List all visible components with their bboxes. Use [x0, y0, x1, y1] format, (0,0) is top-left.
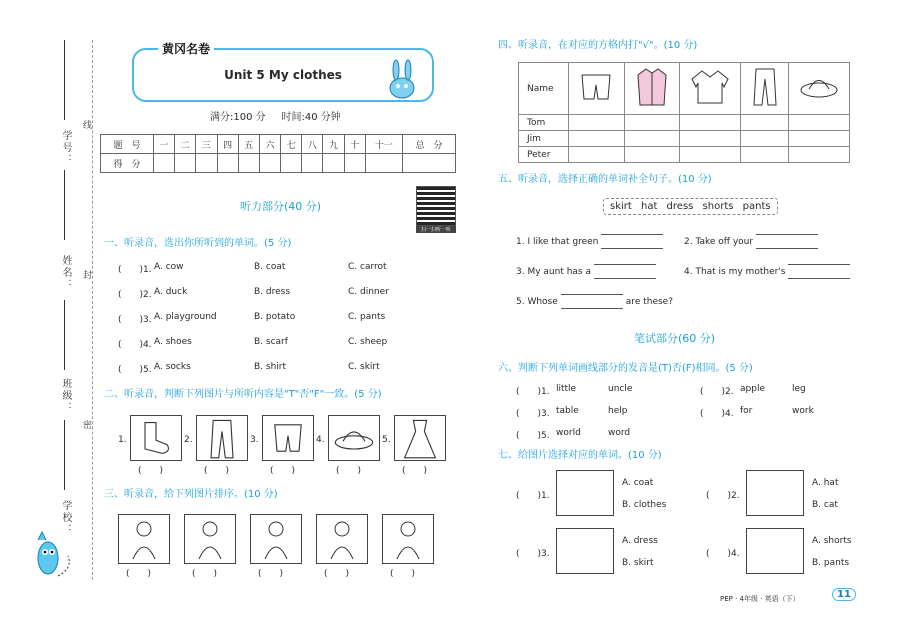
part3-picture — [382, 514, 434, 564]
score-cell[interactable] — [323, 154, 344, 173]
page-number: 11 — [832, 588, 856, 601]
answer-paren[interactable]: ( )4. — [700, 409, 734, 419]
part2-number: 2. — [184, 435, 193, 445]
name-header: Name — [519, 63, 569, 115]
person-icon — [119, 515, 169, 563]
option-b: B. pants — [812, 558, 850, 568]
word-2: leg — [792, 384, 806, 394]
score-header-0: 题 号 — [101, 135, 154, 154]
option-b: B. clothes — [622, 500, 667, 510]
word-bank: skirt hat dress shorts pants — [603, 198, 778, 215]
part5-title: 五、听录音，选择正确的单词补全句子。(10 分) — [498, 174, 712, 185]
word-2: help — [608, 406, 628, 416]
answer-paren[interactable]: ( )1. — [118, 265, 152, 275]
answer-paren[interactable]: ( ) — [270, 466, 296, 476]
option-a: A. duck — [154, 287, 188, 297]
answer-paren[interactable]: ( )3. — [118, 315, 152, 325]
part2-number: 3. — [250, 435, 259, 445]
option-a: A. shoes — [154, 337, 192, 347]
score-header-3: 三 — [196, 135, 217, 154]
answer-paren[interactable]: ( ) — [402, 466, 428, 476]
score-cell[interactable] — [196, 154, 217, 173]
part6-list — [516, 384, 836, 444]
footer-text: PEP · 4年级 · 英语（下） — [720, 595, 800, 603]
part1-item — [118, 337, 448, 362]
option-b: B. shirt — [254, 362, 287, 372]
qr-code[interactable] — [416, 186, 456, 226]
person-icon — [251, 515, 301, 563]
student-id-label: 学号： — [60, 130, 71, 166]
answer-paren[interactable]: ( )2. — [700, 387, 734, 397]
option-b: B. skirt — [622, 558, 654, 568]
shorts-icon — [576, 69, 616, 105]
option-a: A. playground — [154, 312, 217, 322]
word-1: world — [556, 428, 581, 438]
option-a: A. shorts — [812, 536, 852, 546]
answer-paren[interactable]: ( )3. — [516, 409, 550, 419]
score-cell[interactable] — [175, 154, 196, 173]
binding-margin — [0, 0, 100, 624]
socks-icon — [131, 416, 181, 460]
score-row-label: 得 分 — [101, 154, 154, 173]
school-label: 学校： — [60, 500, 71, 536]
option-a: A. coat — [622, 478, 654, 488]
part7-picture — [746, 528, 804, 574]
score-cell[interactable] — [302, 154, 323, 173]
part3-picture — [118, 514, 170, 564]
part1-item — [118, 312, 448, 337]
score-header-5: 五 — [238, 135, 259, 154]
score-header-11: 十一 — [365, 135, 402, 154]
option-b: B. coat — [254, 262, 286, 272]
part1-item — [118, 362, 448, 387]
part2-picture — [262, 415, 314, 461]
word-1: little — [556, 384, 577, 394]
answer-paren[interactable]: ( ) — [192, 569, 218, 579]
option-b: B. dress — [254, 287, 291, 297]
score-header-9: 九 — [323, 135, 344, 154]
part2-title: 二、听录音，判断下列图片与所听内容是"T"否"F"一致。(5 分) — [104, 389, 382, 400]
person-icon — [317, 515, 367, 563]
qr-caption: 扫一扫听一听 — [416, 226, 456, 233]
answer-paren[interactable]: ( ) — [390, 569, 416, 579]
part3-picture — [250, 514, 302, 564]
score-cell[interactable] — [281, 154, 302, 173]
part2-number: 5. — [382, 435, 391, 445]
score-header-8: 八 — [302, 135, 323, 154]
class-label: 班级： — [60, 378, 71, 414]
coat-icon — [632, 65, 672, 109]
part1-list — [118, 262, 448, 387]
name-label: 姓名： — [60, 255, 71, 291]
score-cell[interactable] — [344, 154, 365, 173]
person-icon — [185, 515, 235, 563]
hat-icon — [797, 70, 841, 104]
score-cell[interactable] — [259, 154, 280, 173]
option-a: A. cow — [154, 262, 184, 272]
part2-number: 1. — [118, 435, 127, 445]
score-header-1: 一 — [153, 135, 174, 154]
option-a: A. hat — [812, 478, 839, 488]
option-b: B. cat — [812, 500, 838, 510]
row-tom: Tom — [519, 115, 569, 131]
dress-icon — [395, 416, 445, 460]
answer-paren[interactable]: ( )1. — [516, 491, 550, 501]
logo: 黄冈名卷 — [158, 40, 214, 57]
part7-picture — [746, 470, 804, 516]
part7-picture — [556, 528, 614, 574]
row-peter: Peter — [519, 147, 569, 163]
sentence-2: 2. Take off your — [684, 234, 821, 249]
sentence-4: 4. That is my mother's — [684, 264, 853, 279]
jacket-icon — [688, 67, 732, 107]
score-header-10: 十 — [344, 135, 365, 154]
answer-paren[interactable]: ( )4. — [118, 340, 152, 350]
score-cell[interactable] — [238, 154, 259, 173]
word-1: table — [556, 406, 579, 416]
hat-icon — [329, 416, 379, 460]
answer-paren[interactable]: ( )5. — [516, 431, 550, 441]
word-2: work — [792, 406, 814, 416]
answer-paren[interactable]: ( ) — [126, 569, 152, 579]
row-jim: Jim — [519, 131, 569, 147]
sentence-3: 3. My aunt has a — [516, 264, 659, 279]
sentence-5: 5. Whose are these? — [516, 294, 673, 309]
word-1: apple — [740, 384, 765, 394]
part4-grid — [518, 62, 850, 163]
part1-item — [118, 262, 448, 287]
part3-picture — [184, 514, 236, 564]
part3-picture — [316, 514, 368, 564]
part2-picture — [130, 415, 182, 461]
answer-paren[interactable]: ( )3. — [516, 549, 550, 559]
score-header-7: 七 — [281, 135, 302, 154]
cut-mark-xian: 线 — [81, 120, 91, 131]
option-a: A. dress — [622, 536, 658, 546]
option-c: C. dinner — [348, 287, 389, 297]
pants-icon — [748, 65, 782, 109]
score-header-6: 六 — [259, 135, 280, 154]
option-c: C. skirt — [348, 362, 380, 372]
shorts-icon — [263, 416, 313, 460]
score-cell[interactable] — [153, 154, 174, 173]
score-header-2: 二 — [175, 135, 196, 154]
word-2: word — [608, 428, 631, 438]
score-cell[interactable] — [365, 154, 402, 173]
cut-mark-mi: 密 — [81, 420, 91, 431]
answer-paren[interactable]: ( )2. — [706, 491, 740, 501]
part7-picture — [556, 470, 614, 516]
option-c: C. pants — [348, 312, 386, 322]
cut-mark-feng: 封 — [81, 270, 91, 281]
part3-pictures — [118, 514, 448, 584]
option-c: C. sheep — [348, 337, 388, 347]
mascot-icon — [28, 528, 78, 588]
word-1: for — [740, 406, 753, 416]
answer-paren[interactable]: ( ) — [204, 466, 230, 476]
answer-paren[interactable]: ( )5. — [118, 365, 152, 375]
sentence-1: 1. I like that green — [516, 234, 666, 249]
word-2: uncle — [608, 384, 633, 394]
part1-item — [118, 287, 448, 312]
score-table — [100, 134, 456, 173]
score-header-4: 四 — [217, 135, 238, 154]
person-icon — [383, 515, 433, 563]
option-b: B. potato — [254, 312, 296, 322]
score-cell[interactable] — [402, 154, 455, 173]
score-info: 满分:100 分 时间:40 分钟 — [210, 112, 341, 123]
part2-picture — [196, 415, 248, 461]
option-b: B. scarf — [254, 337, 288, 347]
part7-title: 七、给图片选择对应的单词。(10 分) — [498, 450, 662, 461]
part1-title: 一、听录音，选出你所听到的单词。(5 分) — [104, 238, 292, 249]
page-title: Unit 5 My clothes — [224, 68, 342, 82]
answer-paren[interactable]: ( ) — [138, 466, 164, 476]
option-a: A. socks — [154, 362, 191, 372]
part2-picture — [328, 415, 380, 461]
written-title: 笔试部分(60 分) — [634, 332, 716, 345]
rabbit-icon — [380, 58, 428, 102]
page-divider — [470, 30, 471, 600]
part2-picture — [394, 415, 446, 461]
answer-paren[interactable]: ( )4. — [706, 549, 740, 559]
part2-pictures — [118, 413, 448, 483]
answer-paren[interactable]: ( ) — [324, 569, 350, 579]
answer-paren[interactable]: ( )1. — [516, 387, 550, 397]
part3-title: 三、听录音，给下列图片排序。(10 分) — [104, 489, 278, 500]
answer-paren[interactable]: ( )2. — [118, 290, 152, 300]
answer-paren[interactable]: ( ) — [336, 466, 362, 476]
score-cell[interactable] — [217, 154, 238, 173]
part4-title: 四、听录音，在对应的方格内打"√"。(10 分) — [498, 40, 698, 51]
part2-number: 4. — [316, 435, 325, 445]
answer-paren[interactable]: ( ) — [258, 569, 284, 579]
part6-title: 六、判断下列单词画线部分的发音是(T)否(F)相同。(5 分) — [498, 363, 753, 374]
listening-title: 听力部分(40 分) — [240, 200, 322, 213]
score-header-12: 总 分 — [402, 135, 455, 154]
part7-list — [516, 470, 856, 582]
pants-icon — [197, 416, 247, 460]
option-c: C. carrot — [348, 262, 387, 272]
